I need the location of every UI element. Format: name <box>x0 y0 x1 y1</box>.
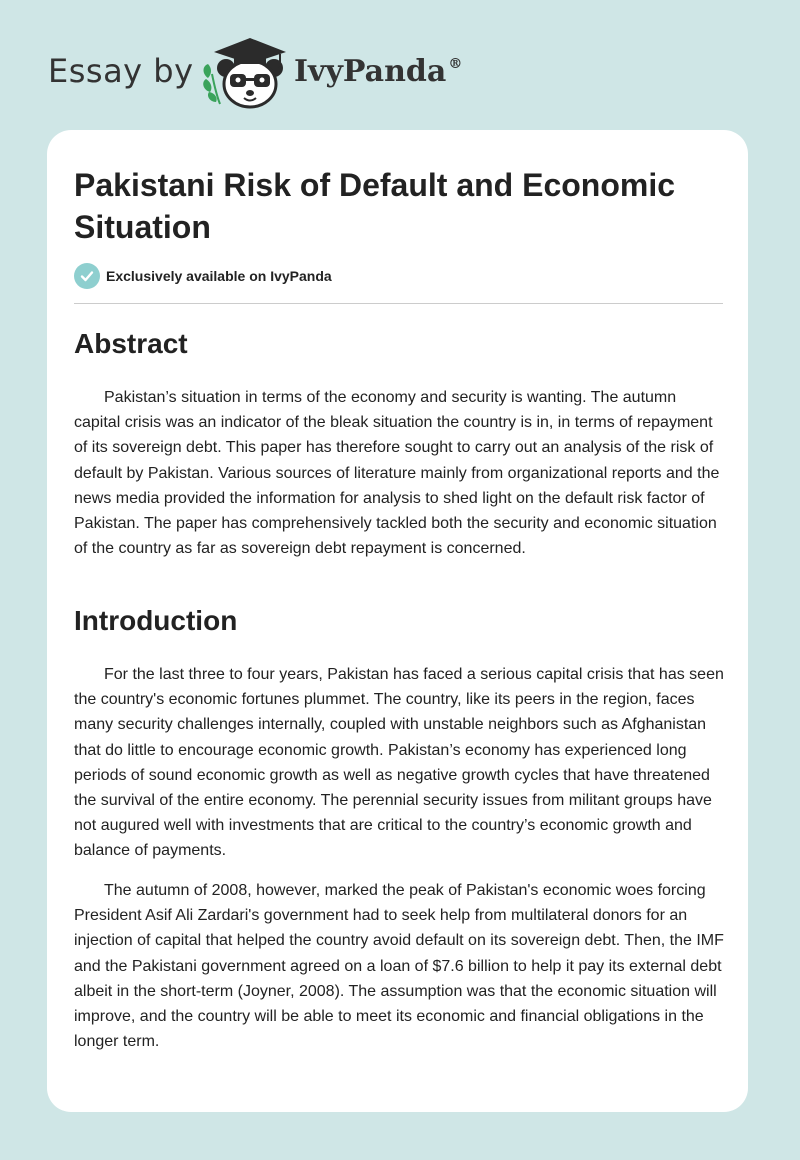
essay-title: Pakistani Risk of Default and Economic Situation <box>74 167 676 245</box>
site-brand[interactable] <box>48 34 508 110</box>
exclusive-badge <box>74 263 332 289</box>
registered-mark: ® <box>448 56 463 72</box>
brand-prefix: Essay by <box>48 52 194 90</box>
section-heading-introduction: Introduction <box>74 605 238 636</box>
exclusive-badge-text: Exclusively available on IvyPanda <box>106 268 332 284</box>
brand-name-text: IvyPanda <box>294 54 447 89</box>
check-circle-icon <box>74 263 100 289</box>
brand-name <box>294 54 462 89</box>
introduction-paragraph-1: For the last three to four years, Pakistan has faced a serious capital crisis that has seen the country's economic fortunes plummet. The country, like its peers in the region, faces many security challenges internally, coupled with unstable neighbors such as Afghanistan that do little to encourage economic growth. Pakistan’s economy has experienced long periods of sound economic growth as well as negative growth cycles that have threatened the survival of the entire economy. The perennial security issues from militant groups have not augured well with investments that are critical to the country’s economic growth and balance of payments. <box>74 666 724 860</box>
panda-graduate-icon <box>200 34 292 110</box>
abstract-paragraph: Pakistan’s situation in terms of the economy and security is wanting. The autumn capital crisis was an indicator of the bleak situation the country is in, in terms of repayment of its sovereign debt. This paper has therefore sought to carry out an analysis of the risk of default by Pakistan. Various sources of literature mainly from organizational reports and the news media provided the information for analysis to shed light on the default risk factor of Pakistan. The paper has comprehensively tackled both the security and economic situation of the country as far as sovereign debt repayment is concerned. <box>74 389 720 558</box>
introduction-paragraph-2: The autumn of 2008, however, marked the peak of Pakistan's economic woes forcing President Asif Ali Zardari's government had to seek help from multilateral donors for an injection of capital that helped the country avoid default on its sovereign debt. Then, the IMF and the Pakistani government agreed on a loan of $7.6 billion to help it pay its external debt albeit in the short-term (Joyner, 2008). The assumption was that the economic situation will improve, and the country will be able to meet its economic and financial obligations in the longer term. <box>74 882 724 1051</box>
section-heading-abstract: Abstract <box>74 328 188 359</box>
essay-card <box>47 130 748 1112</box>
title-divider <box>74 303 723 304</box>
